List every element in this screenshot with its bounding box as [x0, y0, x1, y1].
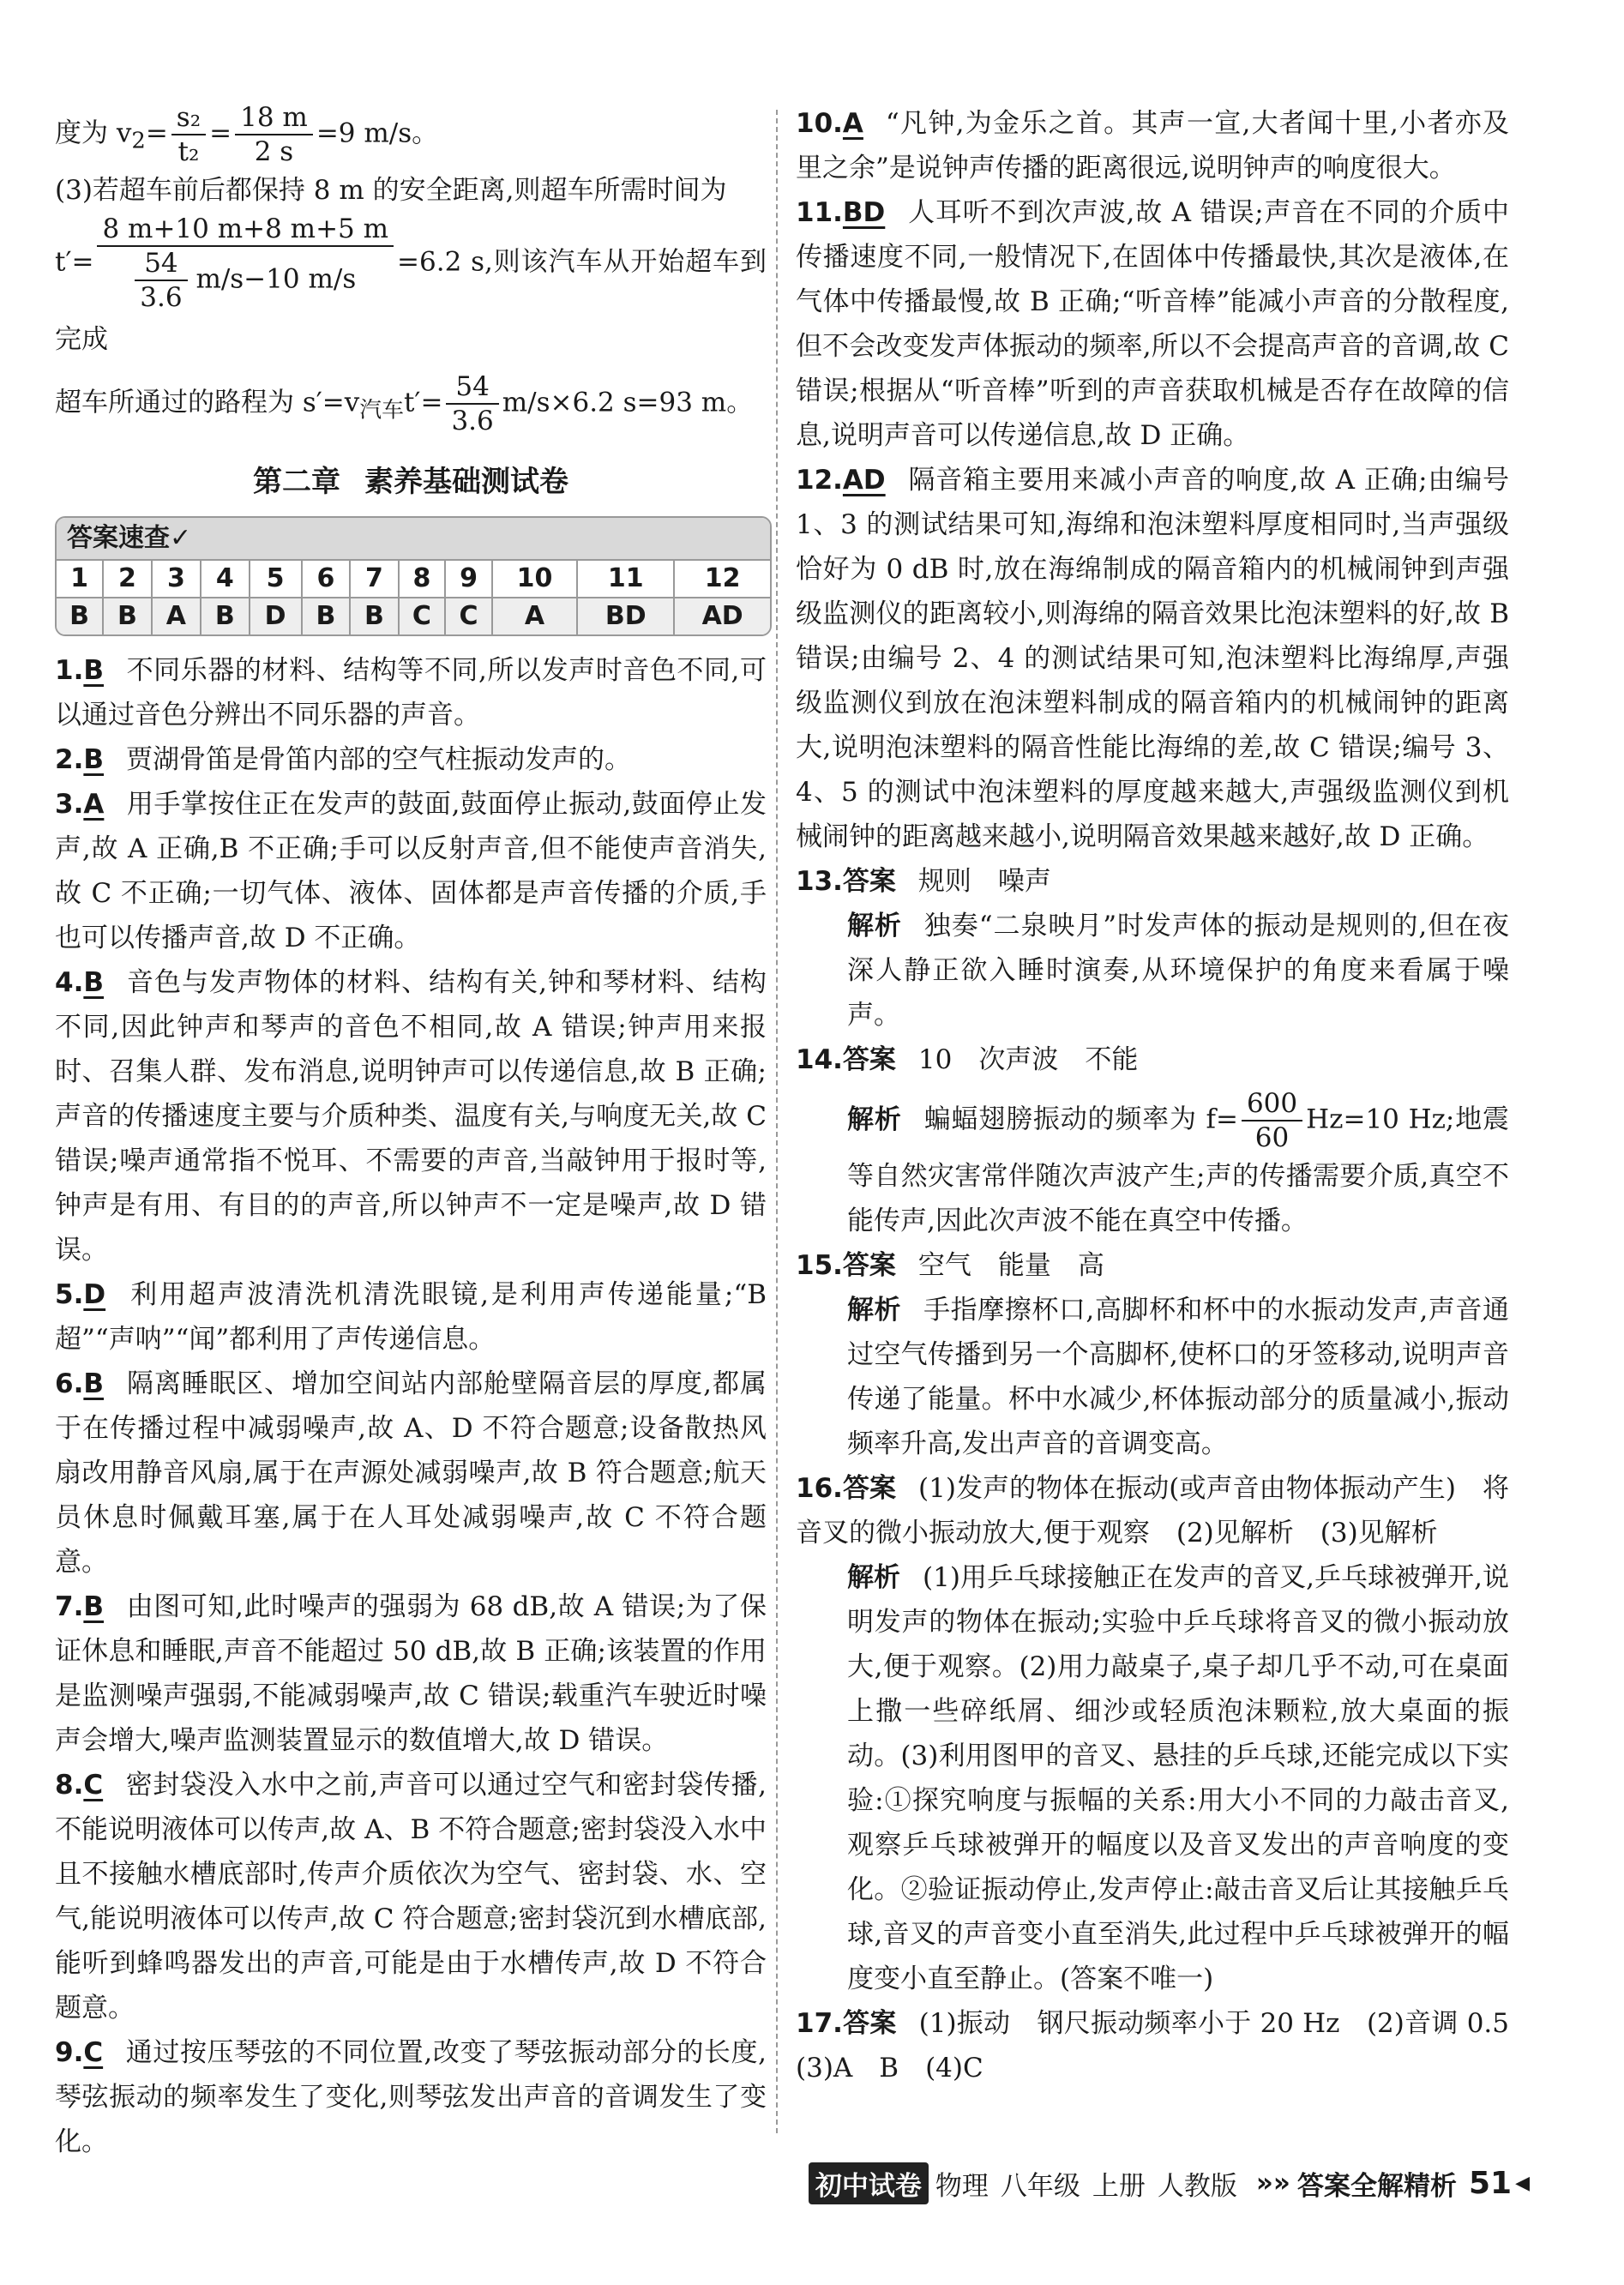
part3-distance: 超车所通过的路程为 $s'=v_{汽车}t'=$ $\frac{54}{3.6}$ m/s×6.2 s=93 m。 — [55, 371, 754, 436]
text: = — [145, 117, 168, 149]
question-5: 5.D 利用超声波清洗机清洗眼镜,是利用声传递能量;“B超”“声呐”“闻”都利用了声传递信息。 — [55, 1279, 767, 1355]
part3-formula: t′= 8 m+10 m+8 m+5 m $\frac{54}{3.6}$ m/s−10 m/s =6.2 s,则该汽车从开始超车到完成 — [55, 213, 767, 355]
answer-value-cell: B — [201, 598, 250, 634]
fraction: $\frac{54}{3.6}$ — [446, 370, 498, 437]
question-13: 13.答案 规则 噪声 — [796, 866, 1051, 897]
left-column — [55, 101, 767, 2164]
question-12: 12.AD 隔音箱主要用来减小声音的响度,故 A 正确;由编号 1、3 的测试结果可知,海绵和泡沫塑料厚度相同时,当声强级恰好为 0 dB 时,放在海绵制成的隔音箱内的机械闹钟到声强级监测仪的距离较小,则海绵的隔音效果比泡沫塑料的好,故 B 错误;由编号 2、4 的测试结果可知,泡沫塑料比海绵厚,声强级监测仪到放在泡沫塑料制成的隔音箱内的机械闹钟的距离大,说明泡沫塑料的隔音性能比海绵的差,故 C 错误;编号 3、4、5 的测试中泡沫塑料的厚度越来越大,声强级监测仪到机械闹钟的距离越来越小,说明隔音效果越来越好,故 D 正确。 — [796, 465, 1509, 852]
question-2: 2.B 贾湖骨笛是骨笛内部的空气柱振动发声的。 — [55, 744, 631, 775]
question-15-analysis: 解析 手指摩擦杯口,高脚杯和杯中的水振动发声,声音通过空气传播到另一个高脚杯,使杯口的牙签移动,说明声音传递了能量。杯中水减少,杯体振动部分的质量减小,振动频率升高,发出声音的音调变高。 — [847, 1295, 1509, 1459]
text: =9 m/s。 — [316, 117, 439, 149]
answer-number-cell: 7 — [350, 560, 399, 598]
question-7: 7.B 由图可知,此时噪声的强弱为 68 dB,故 A 错误;为了保证休息和睡眠,声音不能超过 50 dB,故 B 正确;该装置的作用是监测噪声强弱,不能减弱噪声,故 C 错误;载重汽车驶近时噪声会增大,噪声监测装置显示的数值增大,故 D 错误。 — [55, 1591, 767, 1756]
question-14-analysis: 解析 蝙蝠翅膀振动的频率为 f= $\frac{600}{60}$ Hz=10 Hz;地震等自然灾害常伴随次声波产生;声的传播需要介质,真空不能传声,因此次声波不能在真空中传播。 — [847, 1088, 1510, 1236]
fraction: 8 m+10 m+8 m+5 m $\frac{54}{3.6}$ m/s−10 m/s — [97, 213, 394, 314]
question-16: 16.答案 (1)发声的物体在振动(或声音由物体振动产生) 将音叉的微小振动放大,便于观察 (2)见解析 (3)见解析 — [796, 1473, 1509, 1548]
continuation-speed-line: 度为 $v_2=$ $\frac{\text{s₂}}{\text{t₂}}$ = $\frac{18 m}{2 s}$ =9 m/s。 — [55, 102, 439, 167]
book-title: 答案全解精析 — [1296, 2170, 1457, 2202]
text: 度为 v — [55, 117, 132, 149]
triangle-left-icon: ◀ — [1515, 2172, 1530, 2194]
page-footer — [809, 2159, 1530, 2207]
answer-value-cell: BD — [577, 598, 674, 634]
edition: 人教版 — [1157, 2170, 1237, 2202]
answer-value-cell: B — [57, 598, 103, 634]
part3-line: (3)若超车前后都保持 8 m 的安全距离,则超车所需时间为 — [55, 175, 727, 206]
fraction: $\frac{600}{60}$ — [1242, 1087, 1302, 1154]
question-4: 4.B 音色与发声物体的材料、结构有关,钟和琴材料、结构不同,因此钟声和琴声的音色不相同,故 A 错误;钟声用来报时、召集人群、发布消息,说明钟声可以传递信息,故 B 正确;声音的传播速度主要与介质种类、温度有关,与响度无关,故 C 错误;噪声通常指不悦耳、不需要的声音,当敲钟用于报时等,钟声是有用、有目的的声音,所以钟声不一定是噪声,故 D 错误。 — [55, 967, 767, 1266]
page-number: 51 — [1468, 2165, 1513, 2201]
fraction: $\frac{\text{s₂}}{\text{t₂}}$ — [171, 101, 206, 168]
answer-number-cell: 9 — [445, 560, 492, 598]
answer-number-cell: 4 — [201, 560, 250, 598]
answer-table-header: 答案速查✓ — [57, 518, 770, 559]
answer-number-cell: 1 — [57, 560, 103, 598]
question-11: 11.BD 人耳听不到次声波,故 A 错误;声音在不同的介质中传播速度不同,一般情况下,在固体中传播最快,其次是液体,在气体中传播最慢,故 B 正确;“听音棒”能减小声音的分散程度,但不会改变发声体振动的频率,所以不会提高声音的音调,故 C 错误;根据从“听音棒”听到的声音获取机械是否存在故障的信息,说明声音可以传递信息,故 D 正确。 — [796, 197, 1509, 451]
answer-quick-table — [55, 516, 772, 636]
section-title: 第二章 素养基础测试卷 — [253, 465, 568, 499]
column-divider — [776, 110, 778, 2133]
answer-number-cell: 8 — [399, 560, 446, 598]
answer-number-row — [57, 560, 770, 598]
answer-number-cell: 6 — [302, 560, 351, 598]
answer-value-cell: B — [103, 598, 152, 634]
answer-value-cell: A — [152, 598, 201, 634]
question-15: 15.答案 空气 能量 高 — [796, 1250, 1104, 1281]
series-brand: 初中试卷 — [809, 2162, 929, 2204]
answer-value-cell: AD — [674, 598, 770, 634]
question-8: 8.C 密封袋没入水中之前,声音可以通过空气和密封袋传播,不能说明液体可以传声,故 A、B 不符合题意;密封袋没入水中且不接触水槽底部时,传声介质依次为空气、密封袋、水、空气,能说明液体可以传声,故 C 符合题意;密封袋沉到水槽底部,能听到蜂鸣器发出的声音,可能是由于水槽传声,故 D 不符合题意。 — [55, 1770, 767, 2023]
answer-number-cell: 10 — [492, 560, 577, 598]
question-9: 9.C 通过按压琴弦的不同位置,改变了琴弦振动部分的长度,琴弦振动的频率发生了变化,则琴弦发出声音的音调发生了变化。 — [55, 2037, 767, 2157]
answer-value-cell: C — [445, 598, 492, 634]
question-16-analysis: 解析 (1)用乒乓球接触正在发声的音叉,乒乓球被弹开,说明发声的物体在振动;实验中乒乓球将音叉的微小振动放大,便于观察。(2)用力敲桌子,桌子却几乎不动,可在桌面上撒一些碎纸屑、细沙或轻质泡沫颗粒,放大桌面的振动。(3)利用图甲的音叉、悬挂的乒乓球,还能完成以下实验:①探究响度与振幅的关系:用大小不同的力敲击音叉,观察乒乓球被弹开的幅度以及音叉发出的声音响度的变化。②验证振动停止,发声停止:敲击音叉后让其接触乒乓球,音叉的声音变小直至消失,此过程中乒乓球被弹开的幅度变小直至静止。(答案不唯一) — [847, 1562, 1509, 1994]
answer-value-cell: B — [350, 598, 399, 634]
question-13-analysis: 解析 独奏“二泉映月”时发声体的振动是规则的,但在夜深人静正欲入睡时演奏,从环境保护的角度来看属于噪声。 — [847, 911, 1509, 1031]
answer-value-cell: B — [302, 598, 351, 634]
chevron-right-icon: »» — [1255, 2168, 1290, 2198]
volume: 上册 — [1092, 2170, 1146, 2202]
fraction: $\frac{18 m}{2 s}$ — [235, 101, 313, 168]
grade: 八年级 — [1000, 2170, 1080, 2202]
answer-number-cell: 3 — [152, 560, 201, 598]
question-6: 6.B 隔离睡眠区、增加空间站内部舱壁隔音层的厚度,都属于在传播过程中减弱噪声,故 A、D 不符合题意;设备散热风扇改用静音风扇,属于在声源处减弱噪声,故 B 符合题意;航天员休息时佩戴耳塞,属于在人耳处减弱噪声,故 C 不符合题意。 — [55, 1368, 767, 1578]
subject: 物理 — [935, 2170, 989, 2202]
answer-value-cell: A — [492, 598, 577, 634]
subscript: 2 — [131, 128, 146, 154]
answer-number-cell: 11 — [577, 560, 674, 598]
question-3: 3.A 用手掌按住正在发声的鼓面,鼓面停止振动,鼓面停止发声,故 A 正确,B 不正确;手可以反射声音,但不能使声音消失,故 C 不正确;一切气体、液体、固体都是声音传播的介质,手也可以传播声音,故 D 不正确。 — [55, 789, 767, 953]
question-14: 14.答案 10 次声波 不能 — [796, 1044, 1139, 1075]
answer-value-row — [57, 598, 770, 634]
question-10: 10.A “凡钟,为金乐之首。其声一宣,大者闻十里,小者亦及里之余”是说钟声传播的距离很远,说明钟声的响度很大。 — [796, 108, 1509, 183]
answer-number-cell: 12 — [674, 560, 770, 598]
question-1: 1.B 不同乐器的材料、结构等不同,所以发声时音色不同,可以通过音色分辨出不同乐器的声音。 — [55, 655, 767, 731]
right-column — [796, 101, 1537, 2090]
answer-number-cell: 5 — [250, 560, 302, 598]
answer-number-cell: 2 — [103, 560, 152, 598]
answer-value-cell: D — [250, 598, 302, 634]
answer-value-cell: C — [399, 598, 446, 634]
question-17: 17.答案 (1)振动 钢尺振动频率小于 20 Hz (2)音调 0.5 (3)A B (4)C — [796, 2008, 1537, 2084]
